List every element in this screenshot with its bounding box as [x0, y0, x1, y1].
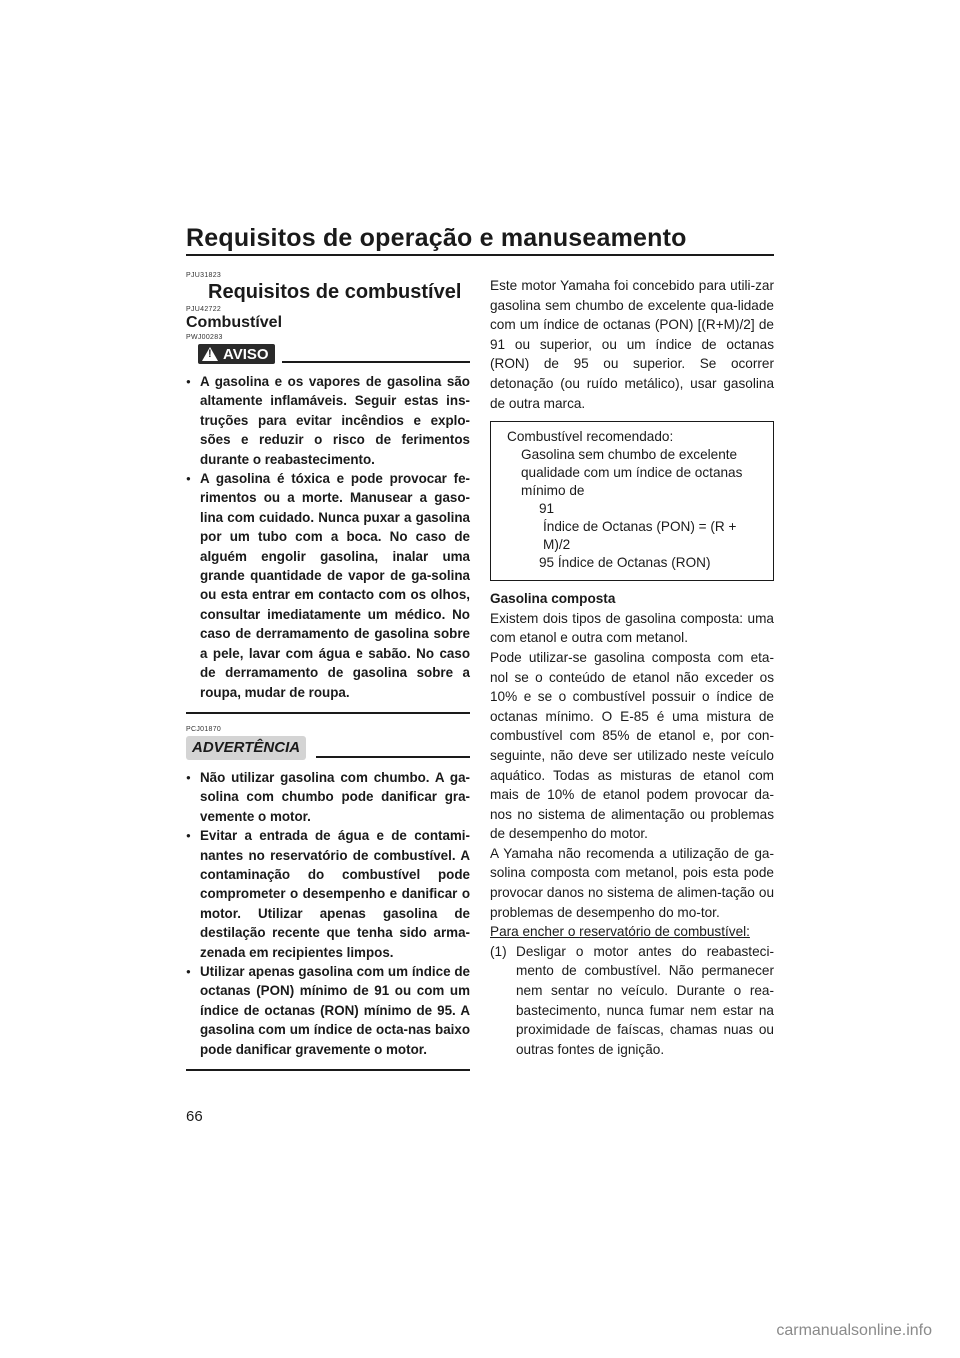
list-item: ● A gasolina e os vapores de gasolina são altamente inflamáveis. Seguir estas ins-truções para evitar incêndios e explo-sões e reduzir o risco de ferimentos durante o reabastecimento. — [186, 372, 470, 469]
blend-paragraph: Pode utilizar-se gasolina composta com eta-nol se o conteúdo de etanol não exceder os 10% e se o combustível possuir o índice de octanas mínimo. O E-85 é uma mistura de combustível com 85% de etanol e, por con-seguinte, não deve ser utilizado neste veículo aquático. Todas as misturas de etanol com mais de 10% de etanol podem provocar da-nos no sistema de alimentação ou problemas de desempenho do motor. — [490, 649, 774, 842]
caution-badge: ADVERTÊNCIA — [186, 736, 306, 760]
list-item: ● Não utilizar gasolina com chumbo. A ga-solina com chumbo pode danificar gra-vemente o motor. — [186, 768, 470, 826]
recommended-fuel-box — [490, 421, 774, 581]
subheading-combustivel: Combustível — [186, 314, 283, 331]
recommended-title: Combustível recomendado: — [507, 429, 674, 445]
step-text: Desligar o motor antes do reabasteci-mento de combustível. Não permanecer nem sentar no veículo. Durante o rea-bastecimento, nunca fumar nem estar na proximidade de faíscas, chamas nuas ou outras fontes de ignição. — [516, 943, 774, 1057]
blend-heading: Gasolina composta — [490, 591, 616, 607]
blend-paragraph: A Yamaha não recomenda a utilização de ga-solina composta com metanol, pois esta pode provocar danos no sistema de alimen-tação ou problemas de desempenho do mo-tor. — [490, 845, 774, 920]
title-rule — [186, 254, 774, 256]
watermark: carmanualsonline.info — [776, 1322, 932, 1339]
warning-rule — [282, 361, 470, 363]
recommended-line: Gasolina sem chumbo de excelente qualidade com um índice de octanas mínimo de — [521, 447, 743, 499]
caution-end-rule — [186, 1069, 470, 1071]
warning-code: PWJ00283 — [186, 334, 223, 341]
warning-header — [186, 344, 470, 366]
page-title: Requisitos de operação e manuseamento — [186, 224, 687, 252]
fill-heading: Para encher o reservatório de combustível: — [490, 924, 750, 940]
section-code: PJU31823 — [186, 272, 222, 279]
caution-header — [186, 736, 470, 762]
warning-label: AVISO — [223, 345, 269, 363]
caution-code: PCJ01870 — [186, 725, 222, 733]
recommended-line: 91 — [539, 501, 555, 517]
recommended-line: 95 Índice de Octanas (RON) — [539, 555, 711, 571]
warning-badge — [198, 344, 275, 364]
page-number: 66 — [186, 1108, 203, 1125]
caution-rule — [316, 756, 470, 758]
list-item: ● A gasolina é tóxica e pode provocar fe-rimentos ou a morte. Manusear a gaso-lina com cuidado. Nunca puxar a gasolina por um tubo com a boca. No caso de alguém engolir gasolina, inalar uma grande quantidade de vapor de ga-solina ou esta entrar em contacto com os olhos, consultar imediatamente um médico. No caso de derramamento de gasolina sobre a pele, lavar com água e sabão. No caso de derramamento de gasolina sobre a roupa, mudar de roupa. — [186, 469, 470, 702]
list-item: ● Utilizar apenas gasolina com um índice de octanas (PON) mínimo de 91 ou com um índice de octanas (RON) mínimo de 95. A gasolina com um índice de octa-nas baixo pode danificar gravemente o motor. — [186, 962, 470, 1059]
blend-paragraph: Existem dois tipos de gasolina composta: uma com etanol e outra com metanol. — [490, 610, 774, 646]
step-number: (1) — [490, 943, 507, 959]
list-item — [490, 942, 774, 1060]
left-column — [186, 272, 470, 1083]
recommended-line: Índice de Octanas (PON) = (R + M)/2 — [543, 519, 737, 553]
warning-triangle-icon — [202, 347, 218, 361]
warning-end-rule — [186, 712, 470, 714]
intro-paragraph: Este motor Yamaha foi concebido para utili-zar gasolina sem chumbo de excelente qua-lidade com um índice de octanas (PON) [(R+M)/2] de 91 ou superior, ou um índice de octanas (RON) de 95 ou superior. Se ocorrer detonação (ou ruído metálico), usar gasolina de outra marca. — [490, 278, 774, 411]
list-item: ● Evitar a entrada de água e de contami-nantes no reservatório de combustível. A contaminação do combustível pode comprometer o desempenho e danificar o motor. Utilizar apenas gasolina de destilação recente que tenha sido arma-zenada em recipientes limpos. — [186, 826, 470, 962]
right-column — [490, 276, 774, 1059]
subsection-code: PJU42722 — [186, 306, 222, 313]
fill-steps — [490, 942, 774, 1060]
warning-list — [186, 372, 470, 702]
section-heading: Requisitos de combustível — [208, 281, 462, 303]
caution-list — [186, 768, 470, 1059]
